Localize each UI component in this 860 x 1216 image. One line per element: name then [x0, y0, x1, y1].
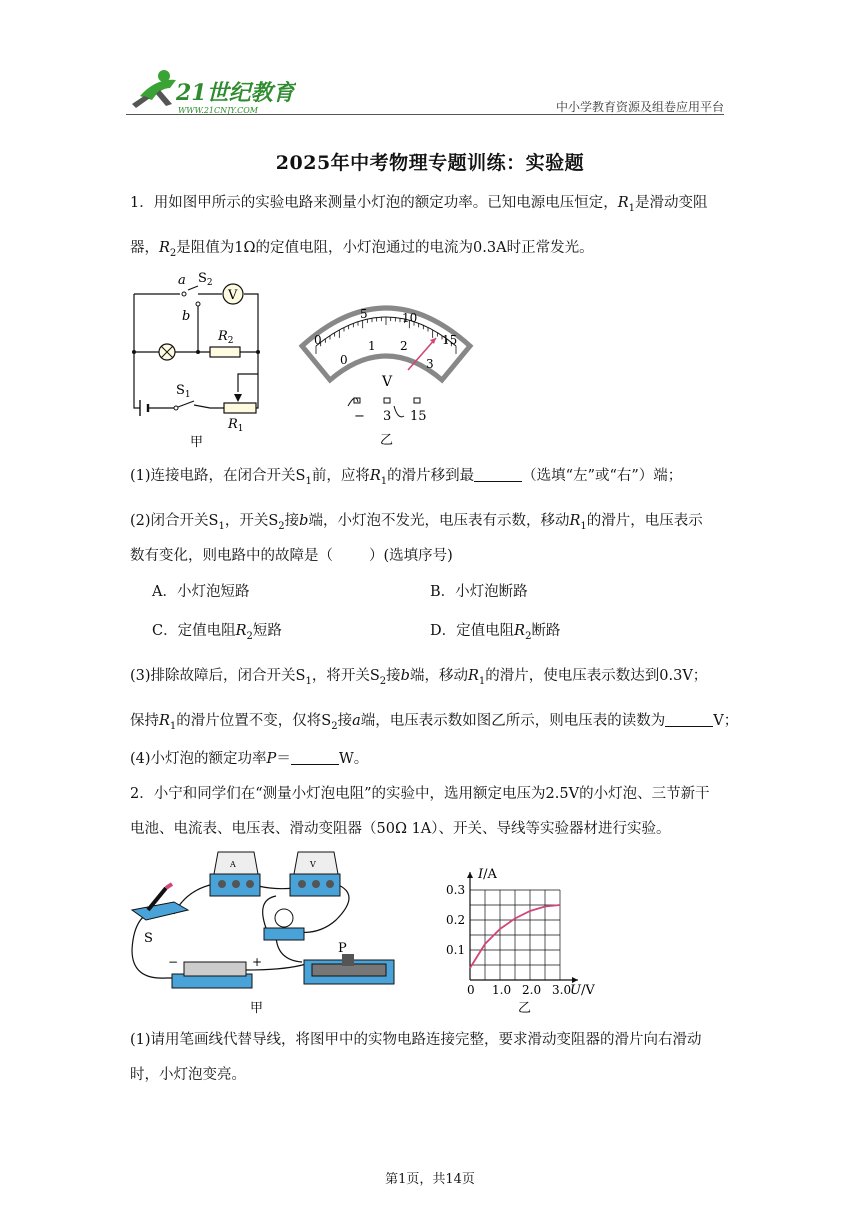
y-axis-arrow — [467, 872, 473, 878]
platform-label: 中小学教育资源及组卷应用平台 — [555, 100, 724, 114]
option-a: A．小灯泡短路 — [152, 584, 250, 600]
rheostat-r1-icon — [224, 403, 256, 413]
tick-bottom-2: 2 — [400, 339, 408, 353]
q1-stem-line2: 器，$R_2$是阻值为1Ω的定值电阻，小灯泡通过的电流为0.3A时正常发光。 — [130, 240, 594, 259]
q1-stem-line1: 1．用如图甲所示的实验电路来测量小灯泡的额定功率。已知电源电压恒定，$R_1$是滑动变阻 — [130, 195, 708, 214]
q1-part4: (4)小灯泡的额定功率P＝ W。 — [130, 751, 369, 767]
label-s2: $S_2$ — [198, 271, 213, 288]
battery-pack-icon — [172, 962, 252, 988]
logo-url-text: WWW.21CNJY.COM — [178, 106, 258, 115]
tick-top-10: 10 — [402, 311, 418, 325]
logo-main-text: 21世纪教育 — [176, 80, 295, 106]
caption-yi: 乙 — [380, 433, 394, 448]
x-axis-label: U/V — [570, 983, 595, 998]
switch-s2-icon — [182, 292, 200, 306]
label-r2: $R_2$ — [218, 329, 234, 346]
resistor-r2-icon — [210, 347, 240, 357]
answer-blank-4[interactable] — [291, 752, 339, 765]
terminal-3: 3 — [383, 409, 392, 424]
switch-icon — [132, 884, 188, 920]
q2-part1-line1: (1)请用笔画线代替导线，将图甲中的实物电路连接完整，要求滑动变阻器的滑片向右滑动 — [130, 1032, 702, 1048]
voltmeter-device-icon — [290, 852, 340, 896]
voltmeter-symbol: V — [228, 288, 238, 303]
q2-stem-line2: 电池、电流表、电压表、滑动变阻器（50Ω 1A）、开关、导线等实验器材进行实验。 — [130, 821, 671, 837]
y-axis-label: I/A — [478, 867, 497, 882]
lamp-icon — [159, 344, 175, 360]
slider-arrow-icon — [234, 394, 242, 402]
label-s1: $S_1$ — [176, 383, 191, 400]
q1-part3-line2: 保持$R_1$的滑片位置不变，仅将$S_2$接a端，电压表示数如图乙所示，则电压表的读数为 V； — [130, 713, 739, 732]
voltmeter-dial — [296, 288, 476, 450]
option-b: B．小灯泡断路 — [430, 584, 528, 600]
terminal-minus: − — [354, 409, 365, 424]
circuit-diagram — [126, 268, 276, 450]
page-title: 2025年中考物理专题训练：实验题 — [275, 152, 585, 174]
tick-bottom-0: 0 — [340, 353, 348, 367]
tick-top-0: 0 — [314, 333, 322, 347]
tick-top-15: 15 — [442, 333, 458, 347]
site-logo — [126, 66, 296, 118]
q2-part1-line2: 时，小灯泡变亮。 — [130, 1067, 246, 1083]
rheostat-icon — [304, 954, 394, 984]
q1-part2-line2: 数有变化，则电路中的故障是（ ）(选填序号) — [130, 548, 453, 564]
physical-circuit-figure — [126, 850, 416, 1020]
label-a: a — [178, 273, 186, 288]
switch-label: S — [144, 931, 153, 946]
x-tick-label: 1.0 — [492, 983, 512, 997]
battery-plus: + — [252, 955, 263, 969]
answer-blank-1[interactable] — [474, 469, 522, 482]
x-tick-label: 2.0 — [522, 983, 542, 997]
header-divider — [126, 114, 724, 115]
iu-chart — [432, 860, 622, 1020]
label-r1: $R_1$ — [228, 417, 244, 434]
tick-bottom-1: 1 — [368, 339, 376, 353]
meter-v-label: V — [382, 374, 393, 390]
q1-part3-line1: (3)排除故障后，闭合开关$S_1$，将开关$S_2$接b端，移动$R_1$的滑片，使电压表示数达到0.3V； — [130, 668, 708, 687]
answer-blank-3[interactable] — [665, 714, 713, 727]
q1-part2-line1: (2)闭合开关$S_1$，开关$S_2$接b端，小灯泡不发光，电压表有示数，移动$R_1$的滑片，电压表示 — [130, 513, 703, 532]
caption-jia: 甲 — [190, 435, 204, 450]
x-tick-label: 0 — [467, 983, 475, 997]
voltmeter-icon — [223, 284, 243, 304]
label-b: b — [182, 309, 191, 324]
page-footer: 第1页，共14页 — [385, 1172, 475, 1187]
y-tick-label: 0.3 — [446, 883, 466, 897]
tick-bottom-3: 3 — [426, 357, 434, 371]
slider-p-label: P — [338, 941, 347, 956]
battery-icon — [140, 400, 148, 416]
terminal-15: 15 — [410, 409, 427, 424]
bulb-icon — [264, 909, 304, 940]
ammeter-symbol: A — [230, 860, 236, 869]
caption-jia-2: 甲 — [250, 1001, 264, 1016]
option-c: C．定值电阻$R_2$短路 — [152, 623, 282, 642]
x-tick-label: 3.0 — [552, 983, 572, 997]
option-d: D．定值电阻$R_2$断路 — [430, 623, 561, 642]
tick-top-5: 5 — [360, 307, 368, 321]
q1-part1: (1)连接电路，在闭合开关$S_1$前，应将$R_1$的滑片移到最 （选填“左”或“右”）端； — [130, 468, 683, 487]
switch-s1-icon — [174, 401, 194, 410]
runner-icon — [132, 70, 176, 108]
voltmeter-device-symbol: V — [310, 860, 316, 869]
y-tick-label: 0.1 — [446, 943, 466, 957]
q2-stem-line1: 2．小宁和同学们在“测量小灯泡电阻”的实验中，选用额定电压为2.5V的小灯泡、三节新干 — [130, 786, 710, 802]
ammeter-icon — [210, 852, 260, 896]
y-tick-label: 0.2 — [446, 913, 466, 927]
caption-yi-2: 乙 — [518, 1001, 532, 1016]
battery-minus: − — [168, 955, 179, 969]
